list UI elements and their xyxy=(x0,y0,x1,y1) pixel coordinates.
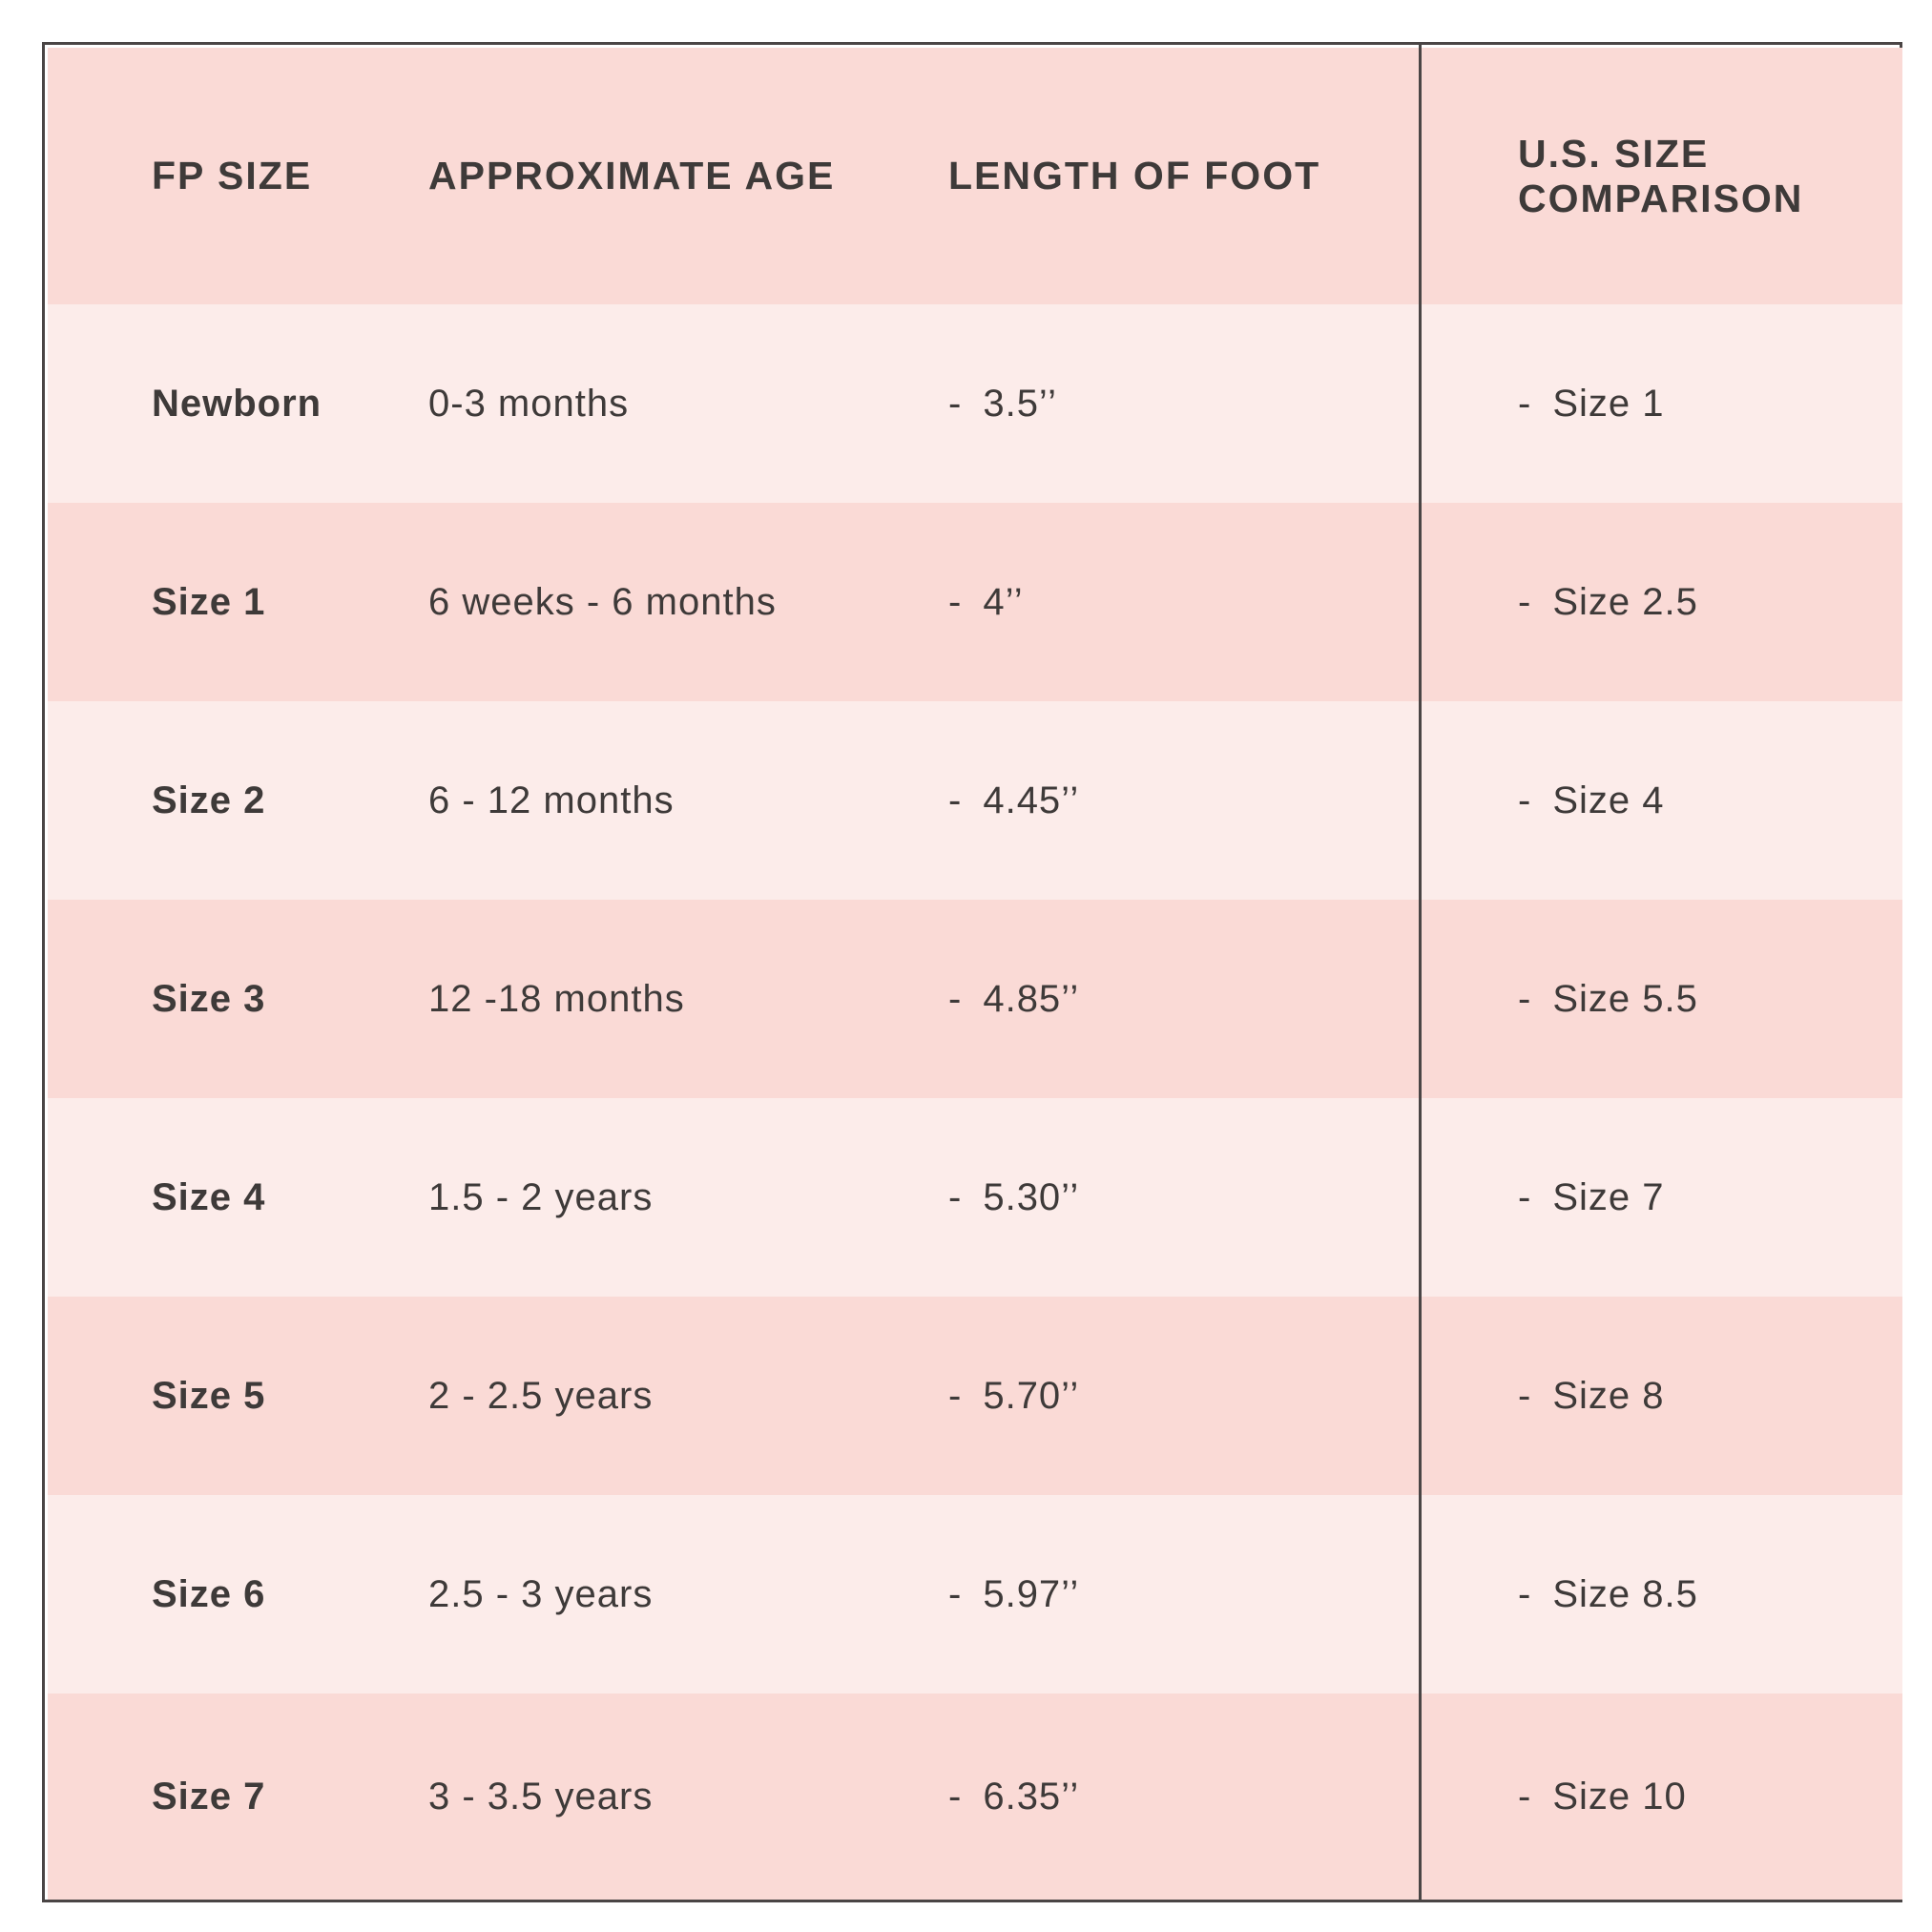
table-row xyxy=(48,1098,1902,1297)
column-divider xyxy=(1419,42,1422,1902)
us-size-dash: - xyxy=(1518,382,1532,425)
length-cell xyxy=(948,900,1079,1098)
length-value: 6.35’’ xyxy=(983,1775,1080,1818)
length-value: 4.85’’ xyxy=(983,977,1080,1020)
header-length-of-foot: LENGTH OF FOOT xyxy=(948,154,1321,197)
us-size-dash: - xyxy=(1518,779,1532,821)
fp-size-cell: Size 6 xyxy=(152,1572,266,1615)
age-cell: 2.5 - 3 years xyxy=(428,1572,654,1615)
age-cell: 0-3 months xyxy=(428,382,630,425)
length-cell xyxy=(948,1297,1079,1495)
length-dash: - xyxy=(948,1374,963,1417)
table-header-row xyxy=(48,48,1902,304)
table-row xyxy=(48,900,1902,1098)
us-size-cell xyxy=(1518,1098,1880,1297)
us-size-value: Size 8 xyxy=(1552,1374,1665,1417)
us-size-value: Size 1 xyxy=(1552,382,1665,425)
age-cell: 6 - 12 months xyxy=(428,779,675,821)
age-cell: 3 - 3.5 years xyxy=(428,1775,654,1818)
table-row xyxy=(48,1297,1902,1495)
length-value: 5.97’’ xyxy=(983,1572,1080,1615)
length-dash: - xyxy=(948,977,963,1020)
age-cell: 6 weeks - 6 months xyxy=(428,580,777,623)
length-cell xyxy=(948,701,1079,900)
table-row xyxy=(48,1693,1902,1900)
header-us-size-comparison xyxy=(1518,48,1880,304)
us-size-cell xyxy=(1518,503,1880,701)
length-dash: - xyxy=(948,1175,963,1218)
us-size-value: Size 10 xyxy=(1552,1775,1687,1818)
fp-size-cell: Size 1 xyxy=(152,580,266,623)
length-cell xyxy=(948,503,1024,701)
header-approximate-age: APPROXIMATE AGE xyxy=(428,154,836,197)
length-value: 5.70’’ xyxy=(983,1374,1080,1417)
length-dash: - xyxy=(948,580,963,623)
us-size-cell xyxy=(1518,1297,1880,1495)
us-size-dash: - xyxy=(1518,1175,1532,1218)
us-size-dash: - xyxy=(1518,1572,1532,1615)
fp-size-cell: Newborn xyxy=(152,382,322,425)
header-us-size-comparison-text: U.S. SIZE COMPARISON xyxy=(1518,131,1804,220)
size-chart-table xyxy=(42,42,1902,1902)
us-size-cell xyxy=(1518,1693,1880,1900)
length-dash: - xyxy=(948,1572,963,1615)
us-size-dash: - xyxy=(1518,977,1532,1020)
length-value: 4.45’’ xyxy=(983,779,1080,821)
us-size-value: Size 8.5 xyxy=(1552,1572,1698,1615)
length-dash: - xyxy=(948,779,963,821)
table-row xyxy=(48,701,1902,900)
length-value: 3.5’’ xyxy=(983,382,1057,425)
us-size-dash: - xyxy=(1518,1374,1532,1417)
us-size-cell xyxy=(1518,1495,1880,1693)
length-cell xyxy=(948,1693,1079,1900)
us-size-value: Size 2.5 xyxy=(1552,580,1698,623)
table-row xyxy=(48,304,1902,503)
fp-size-cell: Size 4 xyxy=(152,1175,266,1218)
length-dash: - xyxy=(948,382,963,425)
age-cell: 12 -18 months xyxy=(428,977,685,1020)
us-size-cell xyxy=(1518,900,1880,1098)
fp-size-cell: Size 7 xyxy=(152,1775,266,1818)
fp-size-cell: Size 5 xyxy=(152,1374,266,1417)
us-size-value: Size 5.5 xyxy=(1552,977,1698,1020)
length-value: 4’’ xyxy=(983,580,1024,623)
us-size-dash: - xyxy=(1518,580,1532,623)
length-cell xyxy=(948,304,1057,503)
length-cell xyxy=(948,1098,1079,1297)
table-row xyxy=(48,503,1902,701)
us-size-value: Size 7 xyxy=(1552,1175,1665,1218)
fp-size-cell: Size 3 xyxy=(152,977,266,1020)
header-fp-size: FP SIZE xyxy=(152,154,313,197)
us-size-dash: - xyxy=(1518,1775,1532,1818)
us-size-value: Size 4 xyxy=(1552,779,1665,821)
age-cell: 1.5 - 2 years xyxy=(428,1175,654,1218)
table-row xyxy=(48,1495,1902,1693)
us-size-cell xyxy=(1518,304,1880,503)
fp-size-cell: Size 2 xyxy=(152,779,266,821)
length-value: 5.30’’ xyxy=(983,1175,1080,1218)
length-dash: - xyxy=(948,1775,963,1818)
length-cell xyxy=(948,1495,1079,1693)
age-cell: 2 - 2.5 years xyxy=(428,1374,654,1417)
us-size-cell xyxy=(1518,701,1880,900)
